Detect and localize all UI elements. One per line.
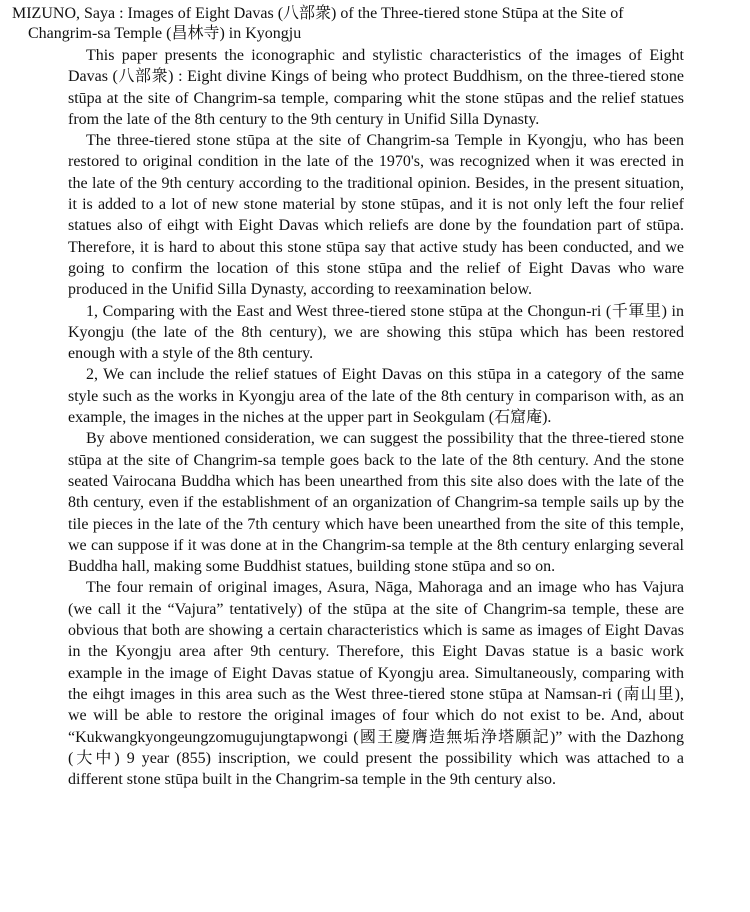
- abstract-body: [68, 45, 684, 790]
- paragraph-conclusion: The four remain of original images, Asura, Nāga, Mahoraga and an image who has Vajura (we call it the “Vajura” tentatively) of the stūpa at the site of Changrim-sa temple, these are obvious that both are showing a certain characteristics which is same as images of Eight Davas in the Kyongju area after 9th century. Therefore, this Eight Davas statue is a basic work example in the image of Eight Davas statue of Kyongju area. Simultaneously, comparing with the eihgt images in this area such as the West three-tiered stone stūpa at Namsan-ri (南山里), we will be able to restore the original images of four which do not exist to be. And, about “Kukwangkyongeungzomugujungtapwongi (國王慶膺造無垢浄塔願記)” with the Dazhong (大中) 9 year (855) inscription, we could present the possibility which was attached to a different stone stūpa built in the Changrim-sa temple in the 9th century also.: [68, 579, 684, 789]
- paragraph-background: The three-tiered stone stūpa at the site of Changrim-sa Temple in Kyongju, who has been restored to original condition in the late of the 1970's, was recognized when it was erected in the late of the 9th century according to the traditional opinion. Besides, in the present situation, it is added to a lot of new stone material by stone stūpas, and it is not only left the four relief statues also of eihgt with Eight Davas which reliefs are done by the foundation part of stūpa. Therefore, it is hard to about this stone stūpa say that active study has been conducted, and we going to confirm the location of this stone stūpa and the relief of Eight Davas who ware produced in the Unifid Silla Dynasty, according to reexamination below.: [68, 132, 684, 299]
- paragraph-point-1: 1, Comparing with the East and West three-tiered stone stūpa at the Chongun-ri (千軍里) in Kyongju (the late of the 8th century), we are showing this stūpa which has been restored enough with a style of the 8th century.: [68, 302, 684, 363]
- paragraph-point-2: 2, We can include the relief statues of Eight Davas on this stūpa in a category of the same style such as the works in Kyongju area of the late of the 8th century in comparison with, as an example, the images in the niches at the upper part in Seokgulam (石窟庵).: [68, 366, 684, 427]
- paper-title: [12, 4, 742, 44]
- title-line-2: Changrim-sa Temple (昌林寺) in Kyongju: [28, 25, 302, 42]
- paragraph-consideration: By above mentioned consideration, we can suggest the possibility that the three-tiered stone stūpa at the site of Changrim-sa temple goes back to the late of the 8th century. And the stone seated Vairocana Buddha which has been unearthed from this site also does with the late of the 8th century, even if the establishment of an organization of Changrim-sa temple sails up by the tile pieces in the late of the 7th century which have been unearthed from the site of this temple, we can suppose if it was done at in the Changrim-sa temple at the 8th century enlarging several Buddha hall, making some Buddhist statues, building stone stūpa and so on.: [68, 430, 684, 576]
- paragraph-intro: This paper presents the iconographic and stylistic characteristics of the images of Eight Davas (八部衆) : Eight divine Kings of being who protect Buddhism, on the three-tiered stone stūpa at the site of Changrim-sa temple, comparing whit the stone stūpas and the relief statues from the late of the 8th century to the 9th century in Unifid Silla Dynasty.: [68, 47, 684, 128]
- title-line-1: MIZUNO, Saya : Images of Eight Davas (八部衆) of the Three-tiered stone Stūpa at the Site of: [12, 5, 624, 22]
